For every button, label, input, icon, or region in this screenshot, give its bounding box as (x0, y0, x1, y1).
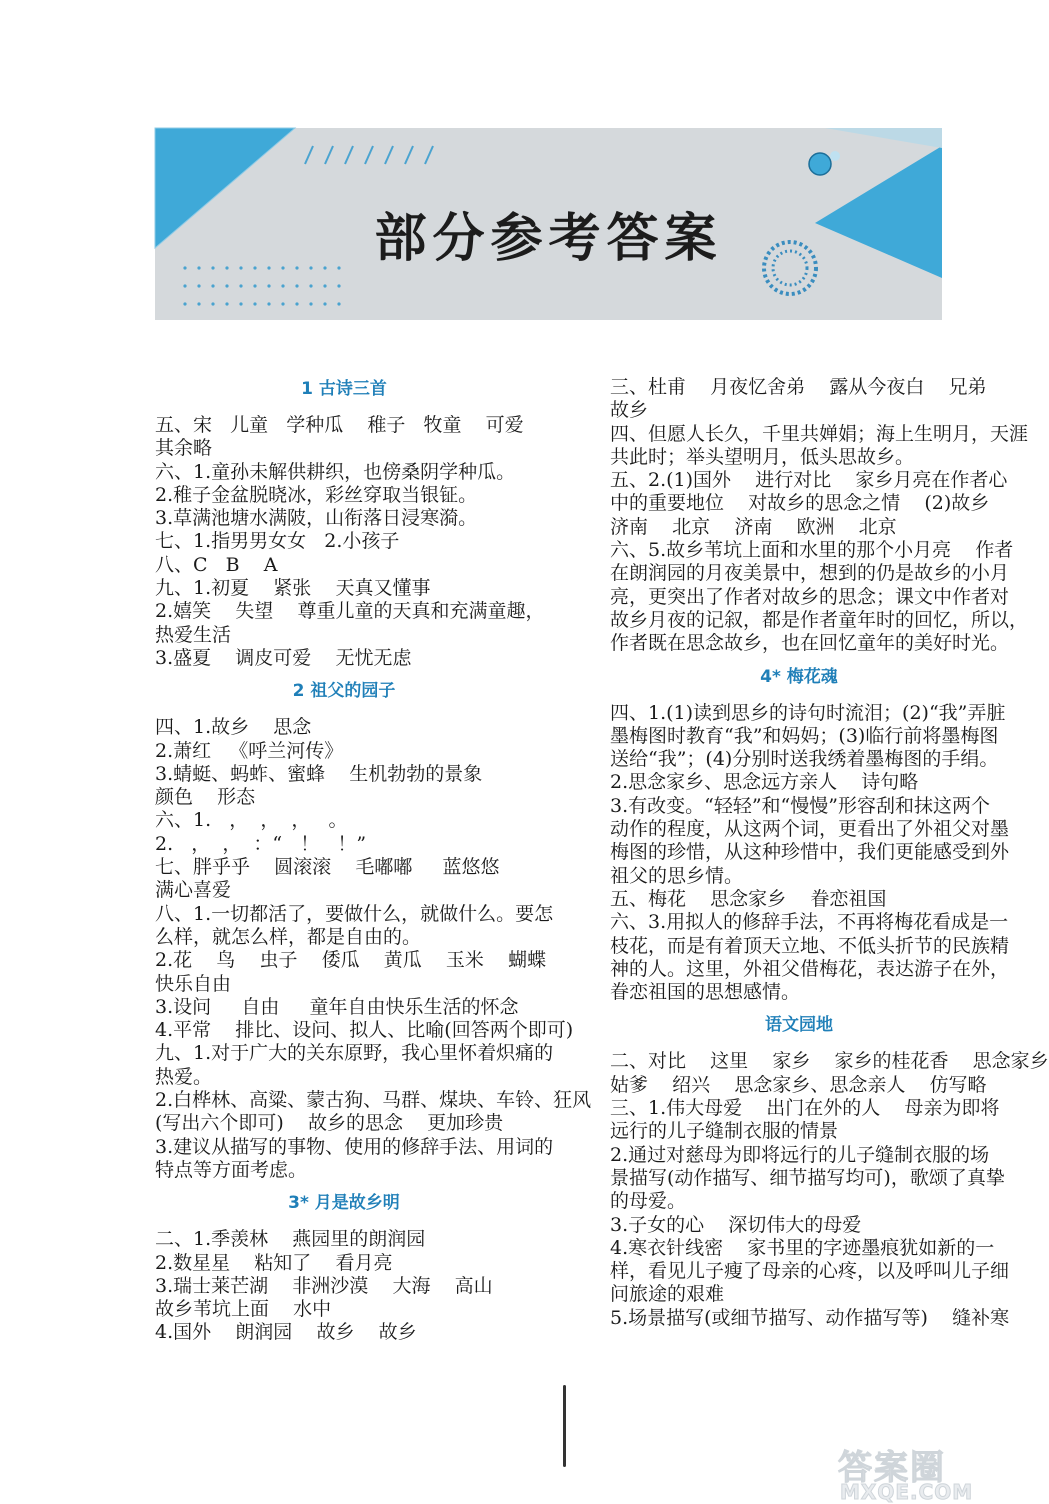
page-mark (563, 1385, 566, 1467)
answer-line: 四、1.(1)读到思乡的诗句时流泪；(2)“我”弄脏 (610, 701, 1006, 724)
watermark-logo (838, 1440, 998, 1504)
answer-line: 共此时；举头望明月，低头思故乡。 (610, 445, 915, 468)
answer-line: 4.寒衣针线密 家书里的字迹墨痕犹如新的一 (610, 1236, 995, 1259)
answer-line: 亮，更突出了作者对故乡的思念；课文中作者对 (610, 585, 1010, 608)
answer-line: 七、胖乎乎 圆滚滚 毛嘟嘟 蓝悠悠 (155, 856, 500, 879)
answer-line: 景描写(动作描写、细节描写均可)，歌颂了真挚 (610, 1166, 1005, 1189)
answer-line: 二、对比 这里 家乡 家乡的桂花香 思念家乡 (610, 1050, 1049, 1073)
answer-line: 三、1.伟大母爱 出门在外的人 母亲为即将 (610, 1097, 1000, 1120)
answer-line: 特点等方面考虑。 (155, 1158, 308, 1181)
answer-line: 颜色 形态 (155, 786, 256, 809)
answer-line: 么样，就怎么样，都是自由的。 (155, 925, 422, 948)
answer-line: 其余略 (155, 437, 213, 460)
answer-line: 3.瑞士莱芒湖 非洲沙漠 大海 高山 (155, 1274, 493, 1297)
section-title: 语文园地 (765, 1015, 833, 1036)
section-title: 2 祖父的园子 (292, 681, 396, 702)
answer-line: 四、1.故乡 思念 (155, 716, 312, 739)
watermark-bottom-text: MXQE.COM (840, 1480, 974, 1504)
answer-line: 九、1.初夏 紧张 天真又懂事 (155, 577, 431, 600)
header-banner (155, 128, 942, 320)
answer-line: 动作的程度，从这两个词，更看出了外祖父对墨 (610, 818, 1010, 841)
answer-line: 眷恋祖国的思想感情。 (610, 981, 801, 1004)
watermark-top-text: 答案圈 (838, 1448, 946, 1488)
answer-line: 3.建议从描写的事物、使用的修辞手法、用词的 (155, 1135, 554, 1158)
answer-line: 4.国外 朗润园 故乡 故乡 (155, 1321, 417, 1344)
answer-line: 姑爹 绍兴 思念家乡、思念亲人 仿写略 (610, 1073, 987, 1096)
answer-line: 3.子女的心 深切伟大的母爱 (610, 1213, 862, 1236)
answer-line: 五、梅花 思念家乡 眷恋祖国 (610, 887, 887, 910)
answer-line: 二、1.季羡林 燕园里的朗润园 (155, 1228, 426, 1251)
section-title: 3* 月是故乡明 (288, 1193, 400, 1214)
answer-line: 3.盛夏 调皮可爱 无忧无虑 (155, 646, 412, 669)
answer-line: 六、1.童孙未解供耕织，也傍桑阴学种瓜。 (155, 460, 516, 483)
answer-line: 三、杜甫 月夜忆舍弟 露从今夜白 兄弟 (610, 376, 987, 398)
answer-line: 墨梅图时教育“我”和妈妈；(3)临行前将墨梅图 (610, 724, 999, 747)
answer-line: 五、2.(1)国外 进行对比 家乡月亮在作者心 (610, 469, 1008, 492)
answer-line: 5.场景描写(或细节描写、动作描写等) 缝补寒 (610, 1306, 1010, 1329)
answer-line: 2.白桦林、高粱、蒙古狗、马群、煤块、车铃、狂风 (155, 1089, 592, 1112)
answer-line: 梅图的珍惜，从这种珍惜中，我们更能感受到外 (610, 841, 1010, 864)
answer-line: 3.设问 自由 童年自由快乐生活的怀念 (155, 995, 519, 1018)
answer-line: 2.思念家乡、思念远方亲人 诗句略 (610, 771, 919, 794)
answer-line: (写出六个即可) 故乡的思念 更加珍贵 (155, 1112, 504, 1135)
answer-line: 样，看见儿子瘦了母亲的心疼，以及呼叫儿子细 (610, 1260, 1010, 1283)
answer-column-left (155, 372, 592, 1345)
answer-line: 2.嬉笑 失望 尊重儿童的天真和充满童趣， (155, 600, 545, 623)
section-title: 1 古诗三首 (301, 379, 387, 399)
answer-line: 3.草满池塘水满陂，山衔落日浸寒漪。 (155, 507, 478, 530)
answer-line: 快乐自由 (155, 972, 232, 995)
answer-line: 送给“我”；(4)分别时送我绣着墨梅图的手绢。 (610, 748, 999, 771)
answer-line: 2.花 鸟 虫子 倭瓜 黄瓜 玉米 蝴蝶 (155, 949, 547, 972)
answer-line: 2.萧红 《呼兰河传》 (155, 739, 344, 762)
answer-line: 故乡月夜的记叙，都是作者童年时的回忆，所以， (610, 608, 1029, 631)
answer-line: 4.平常 排比、设问、拟人、比喻(回答两个即可) (155, 1019, 574, 1042)
answer-line: 满心喜爱 (155, 879, 232, 902)
answer-line: 六、1. ， ， ， 。 (155, 809, 348, 832)
answer-line: 作者既在思念故乡，也在回忆童年的美好时光。 (610, 632, 1010, 655)
answer-line: 在朗润园的月夜美景中，想到的仍是故乡的小月 (610, 562, 1010, 585)
answer-line: 3.蜻蜓、蚂蚱、蜜蜂 生机勃勃的景象 (155, 762, 483, 785)
answer-line: 六、3.用拟人的修辞手法，不再将梅花看成是一 (610, 911, 1009, 934)
answer-line: 问旅途的艰难 (610, 1283, 725, 1306)
answer-line: 六、5.故乡苇坑上面和水里的那个小月亮 作者 (610, 539, 1014, 562)
answer-line: 中的重要地位 对故乡的思念之情 (2)故乡 (610, 492, 990, 515)
answer-column-right (610, 376, 1049, 1330)
answer-line: 祖父的思乡情。 (610, 864, 744, 887)
answer-line: 五、宋 儿童 学种瓜 稚子 牧童 可爱 (155, 414, 524, 436)
answer-line: 神的人。这里，外祖父借梅花，表达游子在外， (610, 957, 1010, 980)
answer-line: 八、C B A (155, 553, 278, 576)
section-title: 4* 梅花魂 (760, 666, 838, 687)
answer-line: 故乡 (610, 399, 649, 422)
answer-line: 远行的儿子缝制衣服的情景 (610, 1120, 839, 1143)
answer-line: 八、1.一切都活了，要做什么，就做什么。要怎 (155, 902, 554, 925)
answer-line: 的母爱。 (610, 1190, 687, 1213)
answer-line: 3.有改变。“轻轻”和“慢慢”形容刮和抹这两个 (610, 794, 990, 817)
answer-line: 四、但愿人长久，千里共婵娟；海上生明月，天涯 (610, 422, 1029, 445)
answer-line: 2.数星星 粘知了 看月亮 (155, 1251, 393, 1274)
page-title: 部分参考答案 (374, 208, 723, 269)
answer-line: 枝花，而是有着顶天立地、不低头折节的民族精 (610, 934, 1010, 957)
answer-line: 故乡苇坑上面 水中 (155, 1298, 332, 1321)
answer-line: 热爱生活 (155, 623, 232, 646)
answer-line: 2.通过对慈母为即将远行的儿子缝制衣服的场 (610, 1143, 990, 1166)
answer-line: 2.稚子金盆脱晓冰，彩丝穿取当银钲。 (155, 483, 478, 506)
answer-line: 七、1.指男男女女 2.小孩子 (155, 530, 400, 553)
answer-line: 九、1.对于广大的关东原野，我心里怀着炽痛的 (155, 1042, 554, 1065)
answer-line: 2. ， ， ：“ ！ ！” (155, 832, 367, 855)
answer-line: 热爱。 (155, 1065, 213, 1088)
answer-line: 济南 北京 济南 欧洲 北京 (610, 515, 897, 538)
